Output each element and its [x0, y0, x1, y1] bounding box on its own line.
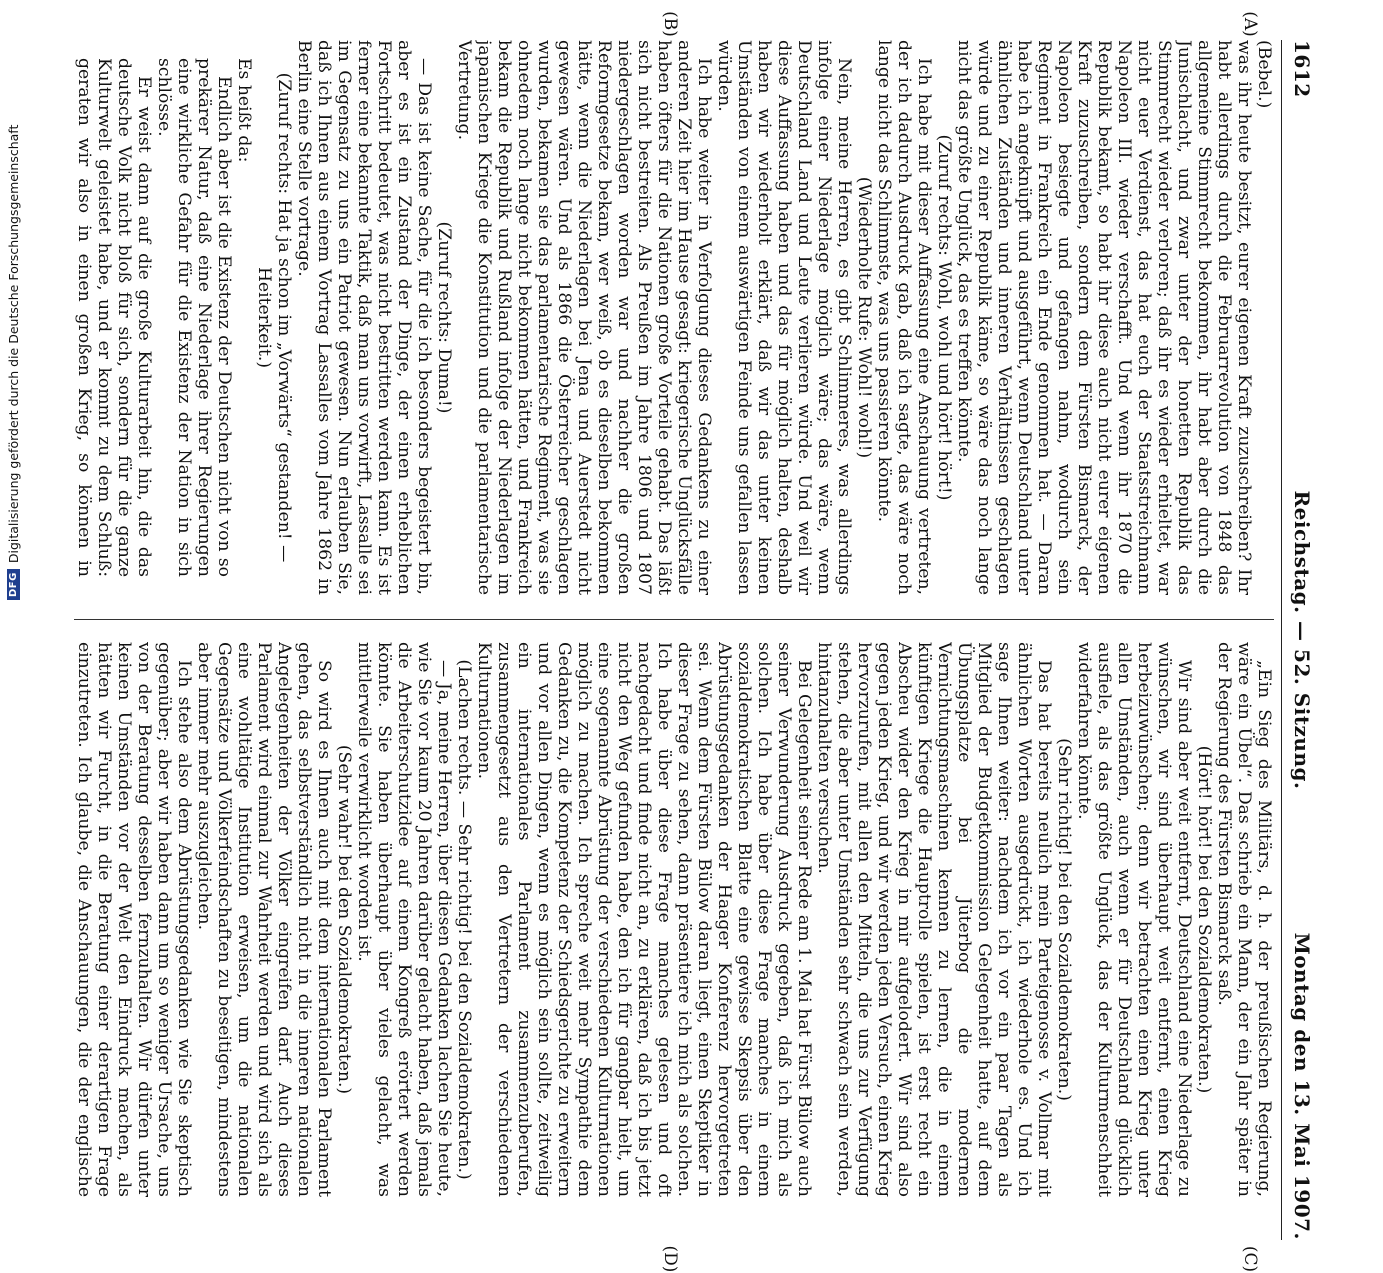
paragraph: (Zuruf rechts: Wohl, wohl und hört! hört!)	[934, 134, 954, 501]
paragraph: Bei Gelegenheit seiner Rede am 1. Mai hat Fürst Bülow auch seiner Verwunderung Ausdruck gegeben, daß ich mich als solchen. Ich habe über diese Frage manches in einem sozialdemokratischen Blatte eine gewisse Skepsis über den Abrüstungsgedanken der Haager Konferenz hervorgetreten sei. Wenn dem Fürsten Bülow daran liegt, einen Skeptiker in dieser Frage zu sehen, dann präsentiere ich mich als solchen. Ich habe über diese Frage manches gelesen und oft nachgedacht und finde nicht an, zu erklären, daß ich bis jetzt nicht den Weg gefunden habe, den ich für gangbar hielt, um eine sogenannte Abrüstung der verschiedenen Kulturnationen möglich zu machen. Ich spreche weit mehr Sympathie dem Gedanken zu, die Kompetenz der Schiedsgerichte zu erweitern und vor allen Dingen, wenn es möglich sein sollte, zeitweilig ein internationales Parlament zusammenzuberufen, zusammengesetzt aus den Vertretern der verschiedenen Kulturnationen.	[474, 642, 814, 1197]
paragraph: (Sehr richtig! bei den Sozialdemokraten.)	[1054, 738, 1074, 1101]
paragraph: Wir sind aber weit entfernt, Deutschland eine Niederlage zu wünschen, wir sind überhaupt weit entfernt, einen Krieg herbeizuwünschen; denn wir betrachten einen Krieg unter allen Umständen, auch wenn er für Deutschland glücklich ausfiele, als das größte Unglück, das der Kulturmenschheit widerfahren könnte.	[1074, 642, 1194, 1197]
paragraph: Das hat bereits neulich mein Parteigenosse v. Vollmar mit ähnlichen Worten ausgedrückt, ich wiederhole es. Und ich sage Ihnen weiter: nachdem ich vor ein paar Tagen als Mitglied der Budgetkommission Gelegenheit hatte, auf dem Übungsplatze bei Jüterbog die modernen Vernichtungsmaschinen kennen zu lernen, die in einem künftigen Kriege die Hauptrolle spielen, ist erst recht ein Abscheu wider den Krieg in mir aufgelodert. Wir sind also gegen jeden Krieg, und wir werden jeden Versuch, einen Krieg hervorzurufen, mit allen den Mitteln, die uns zur Verfügung stehen, die aber unter Umständen sehr schwach sein werden, hintanzuhalten versuchen.	[814, 642, 1054, 1197]
paragraph: Ich habe weiter in Verfolgung dieses Gedankens zu einer anderen Zeit hier im Hause gesagt: kriegerische Unglücksfälle haben öfters für die Nationen große Vorteile gehabt. Das läßt sich nicht bestreiten. Als Preußen im Jahre 1806 und 1807 niedergeschlagen worden war und nachher die großen Reformgesetze bekam, wer weiß, ob es dieselben bekommen hätte, wenn die Niederlagen bei Jena und Auerstedt nicht gewesen wären. Und als 1866 die Österreicher geschlagen wurden, bekamen sie das parlamentarische Regiment, was sie ohnedem noch lange nicht bekommen hätten, und Frankreich bekam die Republik und Rußland infolge der Niederlagen im japanischen Kriege die Konstitution und die parlamentarische Vertretung.	[454, 40, 714, 595]
paragraph: was ihr heute besitzt, eurer eigenen Kraft zuzuschreiben? Ihr habt allerdings durch die Februarrevolution von 1848 das allgemeine Stimmrecht bekommen, ihr habt aber durch die Junischlacht, und zwar unter der honetten Republik das Stimmrecht wieder verloren; daß ihr es wieder erhieltet, war nicht euer Verdienst, das hat euch der Staatsstreichmann Napoleon III. wieder verschafft. Und wenn ihr 1870 die Republik bekamt, so habt ihr diese auch nicht eurer eigenen Kraft zuzuschreiben, sondern dem Fürsten Bismarck, der Napoleon besiegte und gefangen nahm, wodurch sein Regiment in Frankreich ein Ende genommen hat. — Daran habe ich angeknüpft und ausgeführt, wenn Deutschland unter ähnlichen Zuständen und inneren Verhältnissen geschlagen würde und zu einer Republik käme, so wäre das noch lange nicht das größte Unglück, das es treffen könnte.	[954, 40, 1254, 595]
margin-marker-b: (B)	[660, 11, 680, 37]
paragraph: (Sehr wahr! bei den Sozialdemokraten.)	[334, 744, 354, 1095]
page-title: Reichstag. — 52. Sitzung.	[1290, 490, 1314, 790]
paragraph: Es heißt da:	[234, 58, 254, 163]
session-date: Montag den 13. Mai 1907.	[1290, 932, 1314, 1240]
margin-marker-d: (D)	[660, 1245, 680, 1273]
page-header	[1280, 40, 1320, 1240]
paragraph: (Hört! hört! bei den Sozialdemokraten.)	[1194, 745, 1214, 1094]
column-divider	[74, 619, 1274, 620]
rotated-page	[60, 11, 1320, 1273]
left-text-column	[74, 40, 1274, 595]
paragraph: (Zuruf rechts: Hat ja schon im „Vorwärts“ gestanden! — Heiterkeit.)	[254, 72, 294, 563]
paragraph: — Ja, meine Herren, über diesen Gedanken lachen Sie heute, wie Sie vor kaum 20 Jahren darüber gelacht haben, daß jemals die Arbeiterschutzidee auf einem Kongreß erörtert werden könnte. Sie haben überhaupt über vieles gelacht, was mittlerweile verwirklicht worden ist.	[354, 642, 454, 1197]
paragraph: — Das ist keine Sache, für die ich besonders begeistert bin, aber es ist ein Zustand der Dinge, der einen erheblichen Fortschritt bedeutet, was nicht bestritten werden kann. Es ist ferner eine bekannte Taktik, daß man uns vorwirft, Lassalle sei im Gegensatz zu uns ein Patriot gewesen. Nun erlauben Sie, daß ich Ihnen aus einem Vortrag Lassalles vom Jahre 1862 in Berlin eine Stelle vortrage.	[294, 40, 434, 595]
paragraph: Ich habe mit dieser Auffassung eine Anschauung vertreten, der ich dadurch Ausdruck gab, daß ich sagte, das wäre noch lange nicht das Schlimmste, was uns passieren könnte.	[874, 40, 934, 595]
paragraph: (Wiederholte Rufe: Wohl! wohl!)	[854, 176, 874, 459]
margin-marker-a: (A)	[1240, 11, 1260, 37]
paragraph: Er weist dann auf die große Kulturarbeit hin, die das deutsche Volk nicht bloß für sich, sondern für die ganze Kulturwelt geleistet habe, und er kommt zu dem Schluß: geraten wir also in einen großen Krieg, so können in	[74, 58, 154, 577]
paragraph: Endlich aber ist die Existenz der Deutschen nicht von so prekärer Natur, daß eine Niederlage ihrer Regierungen eine wirkliche Gefahr für die Existenz der Nation in sich schlösse.	[154, 58, 234, 577]
page-number: 1612	[1290, 40, 1314, 98]
header-rule	[1281, 40, 1282, 1240]
paragraph: So wird es Ihnen auch mit dem internationalen Parlament gehen, das selbstverständlich nicht in die inneren nationalen Angelegenheiten der Völker eingreifen darf. Auch dieses Parlament wird einmal zur Wahrheit werden und wird sich als eine wohltätige Institution erweisen, um die nationalen Gegensätze und Völkerfeindschaften zu beseitigen, mindestens aber immer mehr auszugleichen.	[194, 642, 334, 1197]
paragraph: Nein, meine Herren, es gibt Schlimmeres, was allerdings infolge einer Niederlage möglich wäre; das wäre, wenn Deutschland Land und Leute verlieren würde. Und weil wir diese Auffassung haben und das für möglich halten, deshalb haben wir wiederholt erklärt, daß wir das unter keinen Umständen von einem auswärtigen Feinde uns gefallen lassen würden.	[714, 40, 854, 595]
dfg-logo: DFG	[7, 569, 20, 600]
digitization-footer	[6, 124, 21, 600]
paragraph: (Lachen rechts. — Sehr richtig! bei den Sozialdemokraten.)	[454, 659, 474, 1180]
right-text-column	[74, 642, 1274, 1197]
paragraph: (Zuruf rechts: Duma!)	[434, 221, 454, 414]
margin-marker-c: (C)	[1240, 1245, 1260, 1273]
paragraph: (Bebel.)	[1254, 40, 1274, 109]
footer-text: Digitalisierung gefördert durch die Deutsche Forschungsgemeinschaft	[6, 124, 21, 564]
paragraph: „Ein Sieg des Militärs, d. h. der preußischen Regierung, wäre ein Übel“. Das schrieb ein Mann, der ein Jahr später in der Regierung des Fürsten Bismarck saß.	[1214, 642, 1274, 1197]
paragraph: Ich stehe also dem Abrüstungsgedanken wie Sie skeptisch gegenüber; aber wir haben dann um so weniger Ursache, uns von der Beratung desselben fernzuhalten. Wir dürfen unter keinen Umständen vor der Welt den Eindruck machen, als hätten wir Furcht, in die Beratung einer derartigen Frage einzutreten. Ich glaube, die Anschauungen, die der englische	[74, 642, 194, 1197]
